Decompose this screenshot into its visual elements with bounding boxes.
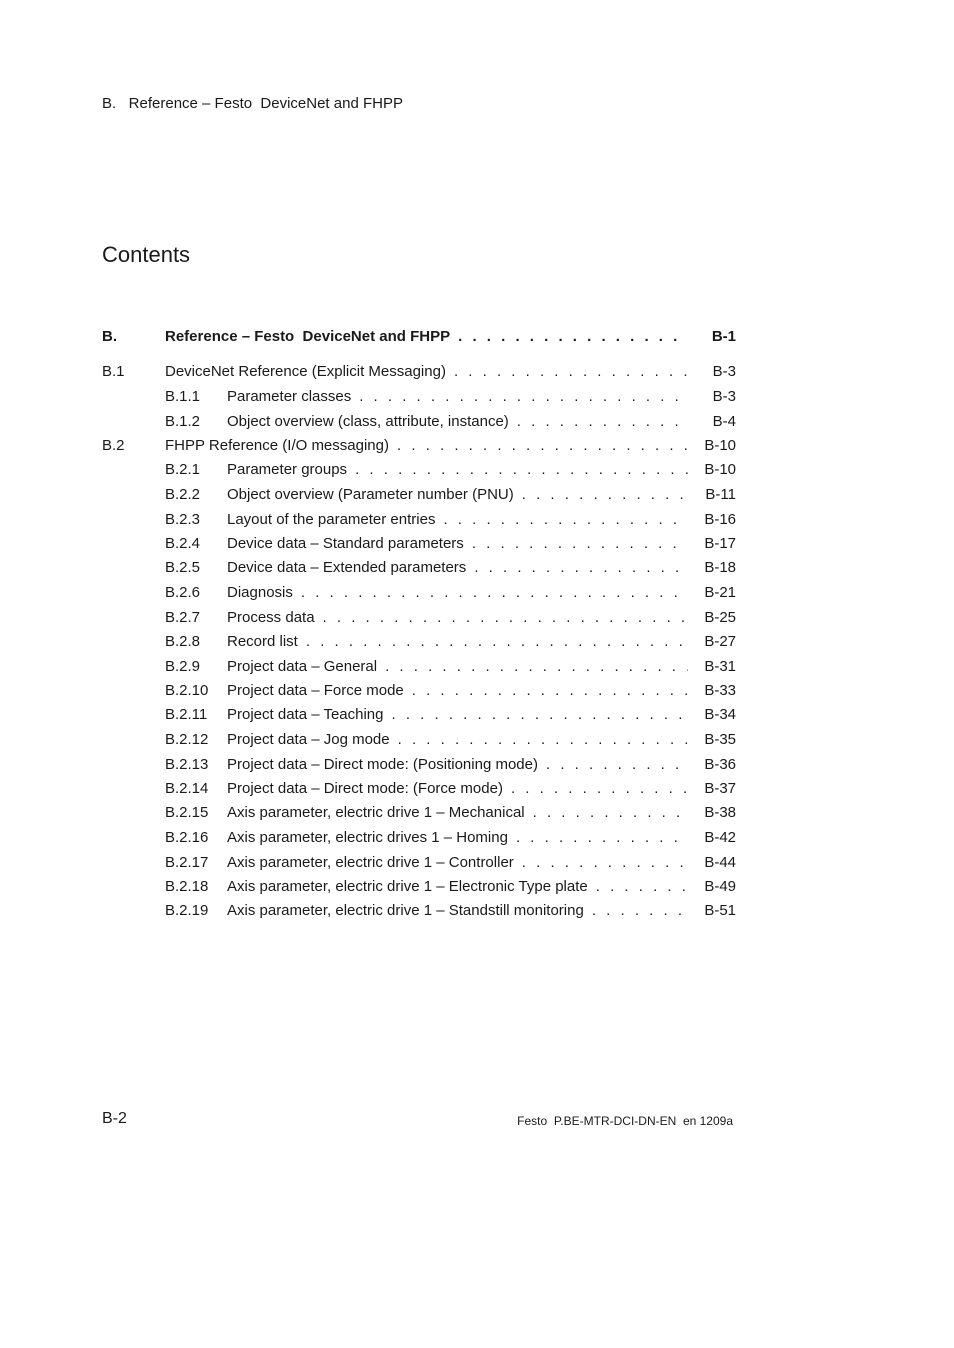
toc-entry[interactable] (102, 435, 736, 457)
toc-entry-page: B-37 (704, 780, 736, 797)
toc-leader-dots (458, 326, 688, 348)
toc-leader-dots (516, 827, 688, 849)
toc-entry[interactable] (102, 827, 736, 849)
toc-entry-page: B-25 (704, 609, 736, 626)
toc-entry-page: B-10 (704, 437, 736, 454)
toc-entry-title: Device data – Standard parameters (227, 535, 464, 552)
toc-leader-dots (359, 386, 688, 408)
toc-entry-title: Parameter classes (227, 388, 352, 405)
toc-entry-page: B-4 (712, 413, 736, 430)
toc-entry-number: B.2.2 (165, 486, 201, 503)
toc-leader-dots (474, 557, 688, 579)
toc-entry[interactable] (102, 386, 736, 408)
toc-entry-page: B-51 (704, 902, 736, 919)
toc-entry-page: B-16 (704, 511, 736, 528)
toc-entry-title: Axis parameter, electric drive 1 – Controller (227, 854, 514, 871)
toc-entry-title: Record list (227, 633, 298, 650)
toc-entry[interactable] (102, 876, 736, 898)
toc-entry-title: DeviceNet Reference (Explicit Messaging) (165, 363, 446, 380)
toc-entry-number: B.2 (102, 437, 125, 454)
toc-entry-title: Project data – General (227, 658, 378, 675)
toc-leader-dots (533, 802, 688, 824)
toc-leader-dots (398, 729, 688, 751)
toc-entry-number: B.2.5 (165, 559, 201, 576)
toc-entry-number: B.2.16 (165, 829, 209, 846)
toc-entry[interactable] (102, 778, 736, 800)
toc-entry-number: B.2.17 (165, 854, 209, 871)
toc-entry-number: B.1.1 (165, 388, 201, 405)
toc-entry-title: Layout of the parameter entries (227, 511, 436, 528)
toc-entry-page: B-10 (704, 461, 736, 478)
toc-entry-number: B.1 (102, 363, 125, 380)
toc-entry-title: Project data – Direct mode: (Force mode) (227, 780, 503, 797)
toc-leader-dots (522, 852, 688, 874)
toc-entry-title: Process data (227, 609, 315, 626)
toc-leader-dots (596, 876, 688, 898)
toc-entry[interactable] (102, 361, 736, 383)
toc-entry[interactable] (102, 411, 736, 433)
toc-entry-page: B-18 (704, 559, 736, 576)
toc-entry[interactable] (102, 557, 736, 579)
toc-entry-title: Device data – Extended parameters (227, 559, 467, 576)
toc-entry-number: B.2.8 (165, 633, 201, 650)
toc-entry[interactable] (102, 509, 736, 531)
toc-entry[interactable] (102, 582, 736, 604)
toc-entry-page: B-34 (704, 706, 736, 723)
toc-leader-dots (392, 704, 689, 726)
toc-leader-dots (517, 411, 688, 433)
toc-entry-number: B.2.1 (165, 461, 201, 478)
toc-entry[interactable] (102, 459, 736, 481)
toc-entry-page: B-27 (704, 633, 736, 650)
toc-leader-dots (397, 435, 688, 457)
toc-entry[interactable] (102, 754, 736, 776)
toc-leader-dots (385, 656, 688, 678)
toc-entry-page: B-38 (704, 804, 736, 821)
toc-leader-dots (306, 631, 688, 653)
toc-entry-number: B.2.6 (165, 584, 201, 601)
toc-entry-title: Object overview (Parameter number (PNU) (227, 486, 514, 503)
toc-entry-page: B-17 (704, 535, 736, 552)
toc-entry[interactable] (102, 680, 736, 702)
toc-entry-number: B.2.10 (165, 682, 209, 699)
toc-entry[interactable] (102, 704, 736, 726)
toc-entry-number: B.2.15 (165, 804, 209, 821)
toc-leader-dots (454, 361, 688, 383)
toc-entry-title: Axis parameter, electric drive 1 – Standstill monitoring (227, 902, 584, 919)
toc-entry-page: B-36 (704, 756, 736, 773)
toc-entry-page: B-31 (704, 658, 736, 675)
toc-entry[interactable] (102, 802, 736, 824)
toc-entry-page: B-3 (712, 388, 736, 405)
toc-entry-number: B.2.12 (165, 731, 209, 748)
toc-entry-page: B-35 (704, 731, 736, 748)
running-header: B. Reference – Festo DeviceNet and FHPP (102, 95, 403, 112)
toc-entry-title: Diagnosis (227, 584, 293, 601)
toc-entry-title: Parameter groups (227, 461, 348, 478)
footer-page-number: B-2 (102, 1110, 127, 1127)
toc-entry[interactable] (102, 631, 736, 653)
toc-entry-number: B.2.11 (165, 706, 208, 723)
toc-entry-number: B.2.18 (165, 878, 209, 895)
toc-entry-title: Axis parameter, electric drive 1 – Mechanical (227, 804, 525, 821)
toc-entry-number: B.2.13 (165, 756, 209, 773)
toc-leader-dots (355, 459, 688, 481)
toc-entry-title: Project data – Jog mode (227, 731, 390, 748)
toc-entry-number: B.2.3 (165, 511, 201, 528)
toc-entry-page: B-1 (711, 328, 736, 345)
toc-entry[interactable] (102, 656, 736, 678)
toc-leader-dots (511, 778, 688, 800)
toc-entry-title: Project data – Force mode (227, 682, 404, 699)
toc-entry[interactable] (102, 607, 736, 629)
toc-leader-dots (472, 533, 688, 555)
toc-entry-title: Axis parameter, electric drive 1 – Electronic Type plate (227, 878, 588, 895)
toc-entry[interactable] (102, 326, 736, 348)
footer-document-id: Festo P.BE-MTR-DCI-DN-EN en 1209a (517, 1114, 733, 1128)
toc-entry-title: Object overview (class, attribute, instance) (227, 413, 509, 430)
toc-entry-number: B.1.2 (165, 413, 201, 430)
toc-entry-page: B-44 (704, 854, 736, 871)
toc-leader-dots (592, 900, 688, 922)
toc-entry-number: B.2.9 (165, 658, 201, 675)
toc-leader-dots (412, 680, 688, 702)
toc-entry-page: B-49 (704, 878, 736, 895)
toc-leader-dots (522, 484, 688, 506)
toc-entry-number: B.2.19 (165, 902, 209, 919)
toc-leader-dots (301, 582, 688, 604)
page-title: Contents (102, 242, 191, 267)
toc-entry-title: Axis parameter, electric drives 1 – Homing (227, 829, 508, 846)
toc-entry-page: B-3 (712, 363, 736, 380)
toc-entry-page: B-42 (704, 829, 736, 846)
toc-leader-dots (443, 509, 688, 531)
toc-entry[interactable] (102, 533, 736, 555)
toc-entry-title: Project data – Teaching (227, 706, 384, 723)
toc-entry-number: B. (102, 328, 117, 345)
toc-entry-page: B-21 (704, 584, 736, 601)
toc-leader-dots (546, 754, 688, 776)
toc-entry-page: B-33 (704, 682, 736, 699)
toc-entry[interactable] (102, 852, 736, 874)
toc-entry[interactable] (102, 900, 736, 922)
toc-entry-number: B.2.14 (165, 780, 209, 797)
toc-entry-title: FHPP Reference (I/O messaging) (165, 437, 389, 454)
toc-entry-title: Reference – Festo DeviceNet and FHPP (165, 328, 451, 345)
toc-entry[interactable] (102, 729, 736, 751)
toc-entry[interactable] (102, 484, 736, 506)
toc-entry-title: Project data – Direct mode: (Positioning mode) (227, 756, 538, 773)
toc-entry-page: B-11 (705, 486, 736, 503)
toc-entry-number: B.2.7 (165, 609, 201, 626)
toc-leader-dots (323, 607, 688, 629)
toc-entry-number: B.2.4 (165, 535, 201, 552)
